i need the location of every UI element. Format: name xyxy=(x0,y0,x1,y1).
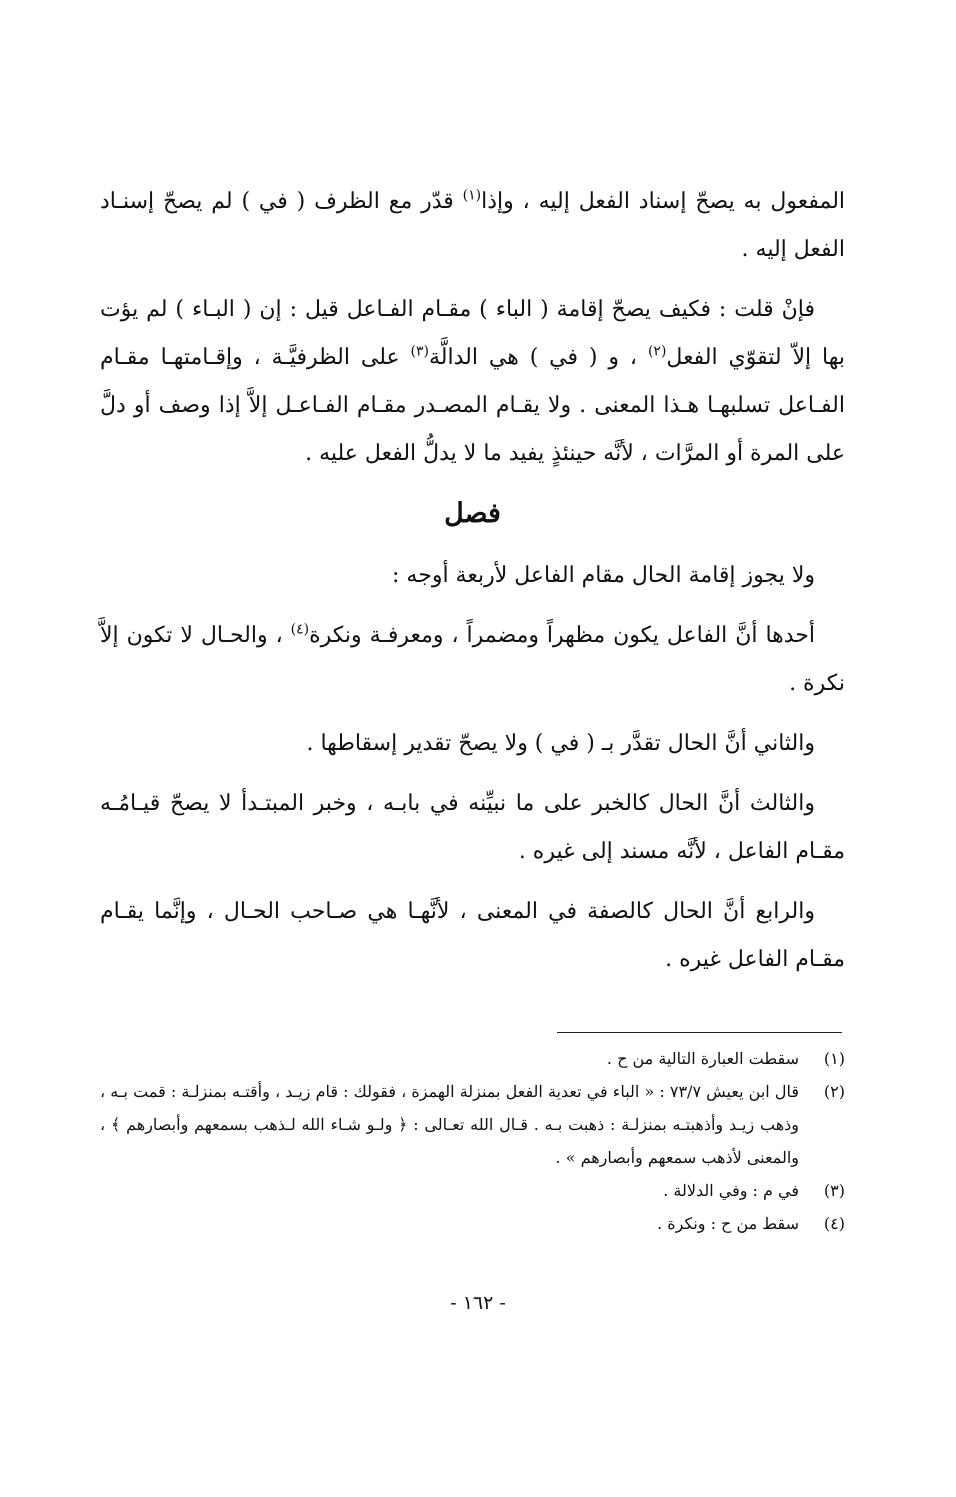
text-run: المفعول به يصحّ إسناد الفعل إليه ، وإذا xyxy=(481,189,846,214)
footnote-text: قال ابن يعيش ٧٣/٧ : « الباء في تعدية الفعل بمنزلة الهمزة ، فقولك : قام زيـد ، وأقتـه بمنزلـة : قمت بـه ، وذهب زيـد وأذهبتـه بمنزلـة : ذهبت بـه . قـال الله تعـالى : ﴿ ولـو شـاء الله لـذهب بسمعهم وأبصارهم ﴾ ، والمعنى لأذهب سمعهم وأبصارهم » . xyxy=(100,1082,799,1167)
main-text xyxy=(100,178,845,996)
text-run: ، و ( في ) هي الدالَّة xyxy=(429,345,648,370)
footnote-item xyxy=(100,1174,845,1207)
footnote-number: (٢) xyxy=(823,1082,845,1101)
text-run: قدّر مع الظرف ( في ) لم يصحّ إسنـاد الفعل إليه . xyxy=(100,189,845,262)
footnote-text: سقطت العبارة التالية من ح . xyxy=(606,1049,799,1068)
text-run: أحدها أنَّ الفاعل يكون مظهراً ومضمراً ، ومعرفـة ونكرة xyxy=(309,623,816,648)
paragraph-3: ولا يجوز إقامة الحال مقام الفاعل لأربعة أوجه : xyxy=(392,563,815,588)
footnote-number: (٣) xyxy=(823,1181,845,1200)
footnote-number: (٤) xyxy=(823,1214,845,1233)
footnote-number: (١) xyxy=(823,1049,845,1068)
footnotes xyxy=(100,1042,845,1240)
footnote-text: سقط من ح : ونكرة . xyxy=(657,1214,799,1233)
footnote-text: في م : وفي الدلالة . xyxy=(663,1181,799,1200)
paragraph-6: والثالث أنَّ الحال كالخبر على ما نبيِّنه في بابـه ، وخبر المبتـدأ لا يصحّ قيـامُـه مقـام الفاعل ، لأنَّه مسند إلى غيره . xyxy=(100,791,845,864)
footnote-item xyxy=(100,1042,845,1075)
text-run: ، والحـال لا تكون إلاَّ نكرة . xyxy=(100,623,845,696)
paragraph-5: والثاني أنَّ الحال تقدَّر بـ ( في ) ولا يصحّ تقدير إسقاطها . xyxy=(306,731,815,756)
footnote-ref-3: (٣) xyxy=(410,343,429,360)
paragraph-7: والرابع أنَّ الحال كالصفة في المعنى ، لأنَّهـا هي صـاحب الحـال ، وإنَّما يقـام مقـام الفاعل غيره . xyxy=(100,899,845,972)
page-number: - ١٦٢ - xyxy=(450,1292,506,1314)
footnote-item xyxy=(100,1075,845,1174)
footnote-ref-1: (١) xyxy=(462,187,482,204)
footnote-ref-4: (٤) xyxy=(290,621,310,638)
paragraph-1 xyxy=(100,178,845,274)
paragraph-2 xyxy=(100,286,845,478)
footnote-separator xyxy=(557,1032,842,1033)
text-run: فإنْ قلت : فكيف يصحّ إقامة ( الباء ) مقـام الفـاعل قيل : إن ( البـاء ) لم يؤت بها إلاّ لتقوّي الفعل xyxy=(100,297,845,370)
footnote-ref-2: (٢) xyxy=(647,343,667,360)
paragraph-4 xyxy=(100,612,845,708)
text-run: على الظرفيَّـة ، وإقـامتهـا مقـام الفـاعل تسلبهـا هـذا المعنى . ولا يقـام المصـدر مقـام الفـاعـل إلاَّ إذا وصف أو دلَّ على المرة أو المرَّات ، لأنَّه حينئذٍ يفيد ما لا يدلُّ الفعل عليه . xyxy=(100,345,845,466)
section-heading: فصل xyxy=(444,498,501,529)
footnote-item xyxy=(100,1207,845,1240)
